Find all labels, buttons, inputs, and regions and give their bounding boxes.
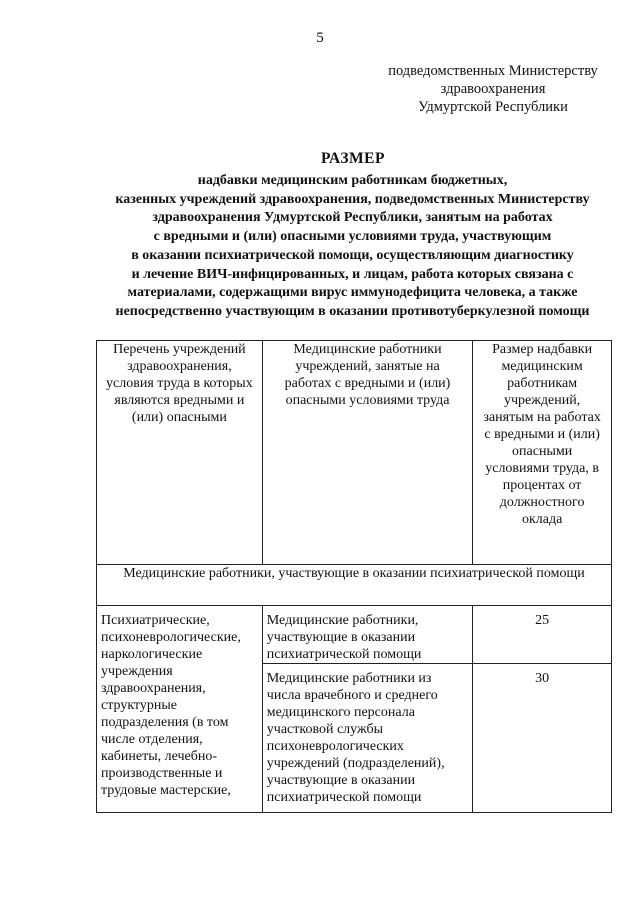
section-row xyxy=(97,565,612,606)
institutions-line: числе отделения, xyxy=(101,732,203,747)
header-line: условиями труда, в xyxy=(485,461,599,476)
table-row xyxy=(97,606,612,664)
allowance-table xyxy=(96,340,612,813)
workers-line: участковой службы xyxy=(266,722,383,737)
addressee-line: подведомственных Министерству xyxy=(388,63,598,79)
header-line: (или) опасными xyxy=(131,410,227,425)
workers-line: психиатрической помощи xyxy=(266,790,422,805)
header-line: опасными xyxy=(512,444,573,459)
workers-cell xyxy=(262,664,472,813)
header-line: опасными условиями труда xyxy=(285,393,450,408)
workers-line: психиатрической помощи xyxy=(266,647,422,662)
table-header-row xyxy=(97,341,612,565)
workers-line: учреждений (подразделений), xyxy=(266,756,445,771)
header-line: здравоохранения, xyxy=(127,359,232,374)
institutions-line: кабинеты, лечебно- xyxy=(101,749,218,764)
institutions-cell xyxy=(97,606,263,813)
header-line: процентах от xyxy=(502,478,582,493)
addressee-block xyxy=(378,62,608,116)
subtitle-line: материалами, содержащими вирус иммунодефицита человека, а также xyxy=(127,285,578,301)
rate-value: 30 xyxy=(535,671,550,686)
header-line: должностного xyxy=(499,495,585,510)
workers-line: Медицинские работники, xyxy=(266,613,419,628)
subtitle-line: здравоохранения Удмуртской Республики, занятым на работах xyxy=(152,210,553,226)
workers-line: психоневрологических xyxy=(266,739,404,754)
document-title: РАЗМЕР xyxy=(321,150,385,167)
rate-cell xyxy=(473,664,612,813)
subtitle-line: казенных учреждений здравоохранения, подведомственных Министерству xyxy=(115,191,590,207)
rate-value: 25 xyxy=(535,613,550,628)
header-cell-workers xyxy=(262,341,472,565)
institutions-line: наркологические xyxy=(101,647,203,662)
institutions-line: подразделения (в том xyxy=(101,715,229,730)
addressee-line: Удмуртской Республики xyxy=(418,99,568,115)
institutions-line: производственные и xyxy=(101,766,223,781)
subtitle-line: непосредственно участвующим в оказании противотуберкулезной помощи xyxy=(115,303,590,319)
section-title: Медицинские работники, участвующие в оказании психиатрической помощи xyxy=(97,565,612,606)
institutions-line: структурные xyxy=(101,698,177,713)
document-subtitle xyxy=(85,172,620,322)
header-line: оклада xyxy=(521,512,563,527)
header-line: с вредными и (или) xyxy=(484,427,600,442)
institutions-line: трудовые мастерские, xyxy=(101,783,231,798)
header-cell-rate xyxy=(473,341,612,565)
header-line: учреждений, xyxy=(503,393,581,408)
institutions-line: здравоохранения, xyxy=(101,681,206,696)
workers-line: участвующие в оказании xyxy=(266,773,416,788)
subtitle-line: и лечение ВИЧ-инфицированных, и лицам, работа которых связана с xyxy=(131,266,574,282)
header-line: учреждений, занятые на xyxy=(295,359,440,374)
page-number: 5 xyxy=(316,30,324,46)
subtitle-line: с вредными и (или) опасными условиями труда, участвующим xyxy=(153,229,552,245)
institutions-line: учреждения xyxy=(101,664,173,679)
workers-line: медицинского персонала xyxy=(266,705,415,720)
header-line: Размер надбавки xyxy=(492,342,593,357)
header-line: работах с вредными и (или) xyxy=(284,376,451,391)
addressee-line: здравоохранения xyxy=(440,81,546,97)
workers-line: Медицинские работники из xyxy=(266,671,432,686)
header-line: медицинским xyxy=(501,359,583,374)
institutions-line: психоневрологические, xyxy=(101,630,241,645)
institutions-line: Психиатрические, xyxy=(101,613,210,628)
subtitle-line: надбавки медицинским работникам бюджетных, xyxy=(197,173,508,188)
subtitle-line: в оказании психиатрической помощи, осуществляющим диагностику xyxy=(131,247,574,263)
header-line: занятым на работах xyxy=(483,410,601,425)
workers-cell xyxy=(262,606,472,664)
rate-cell xyxy=(473,606,612,664)
header-line: Медицинские работники xyxy=(293,342,442,357)
header-line: Перечень учреждений xyxy=(113,342,246,357)
header-line: являются вредными и xyxy=(114,393,245,408)
workers-line: участвующие в оказании xyxy=(266,630,416,645)
header-line: работникам xyxy=(507,376,578,391)
workers-line: числа врачебного и среднего xyxy=(266,688,438,703)
header-cell-institutions xyxy=(97,341,263,565)
header-line: условия труда в которых xyxy=(106,376,253,391)
